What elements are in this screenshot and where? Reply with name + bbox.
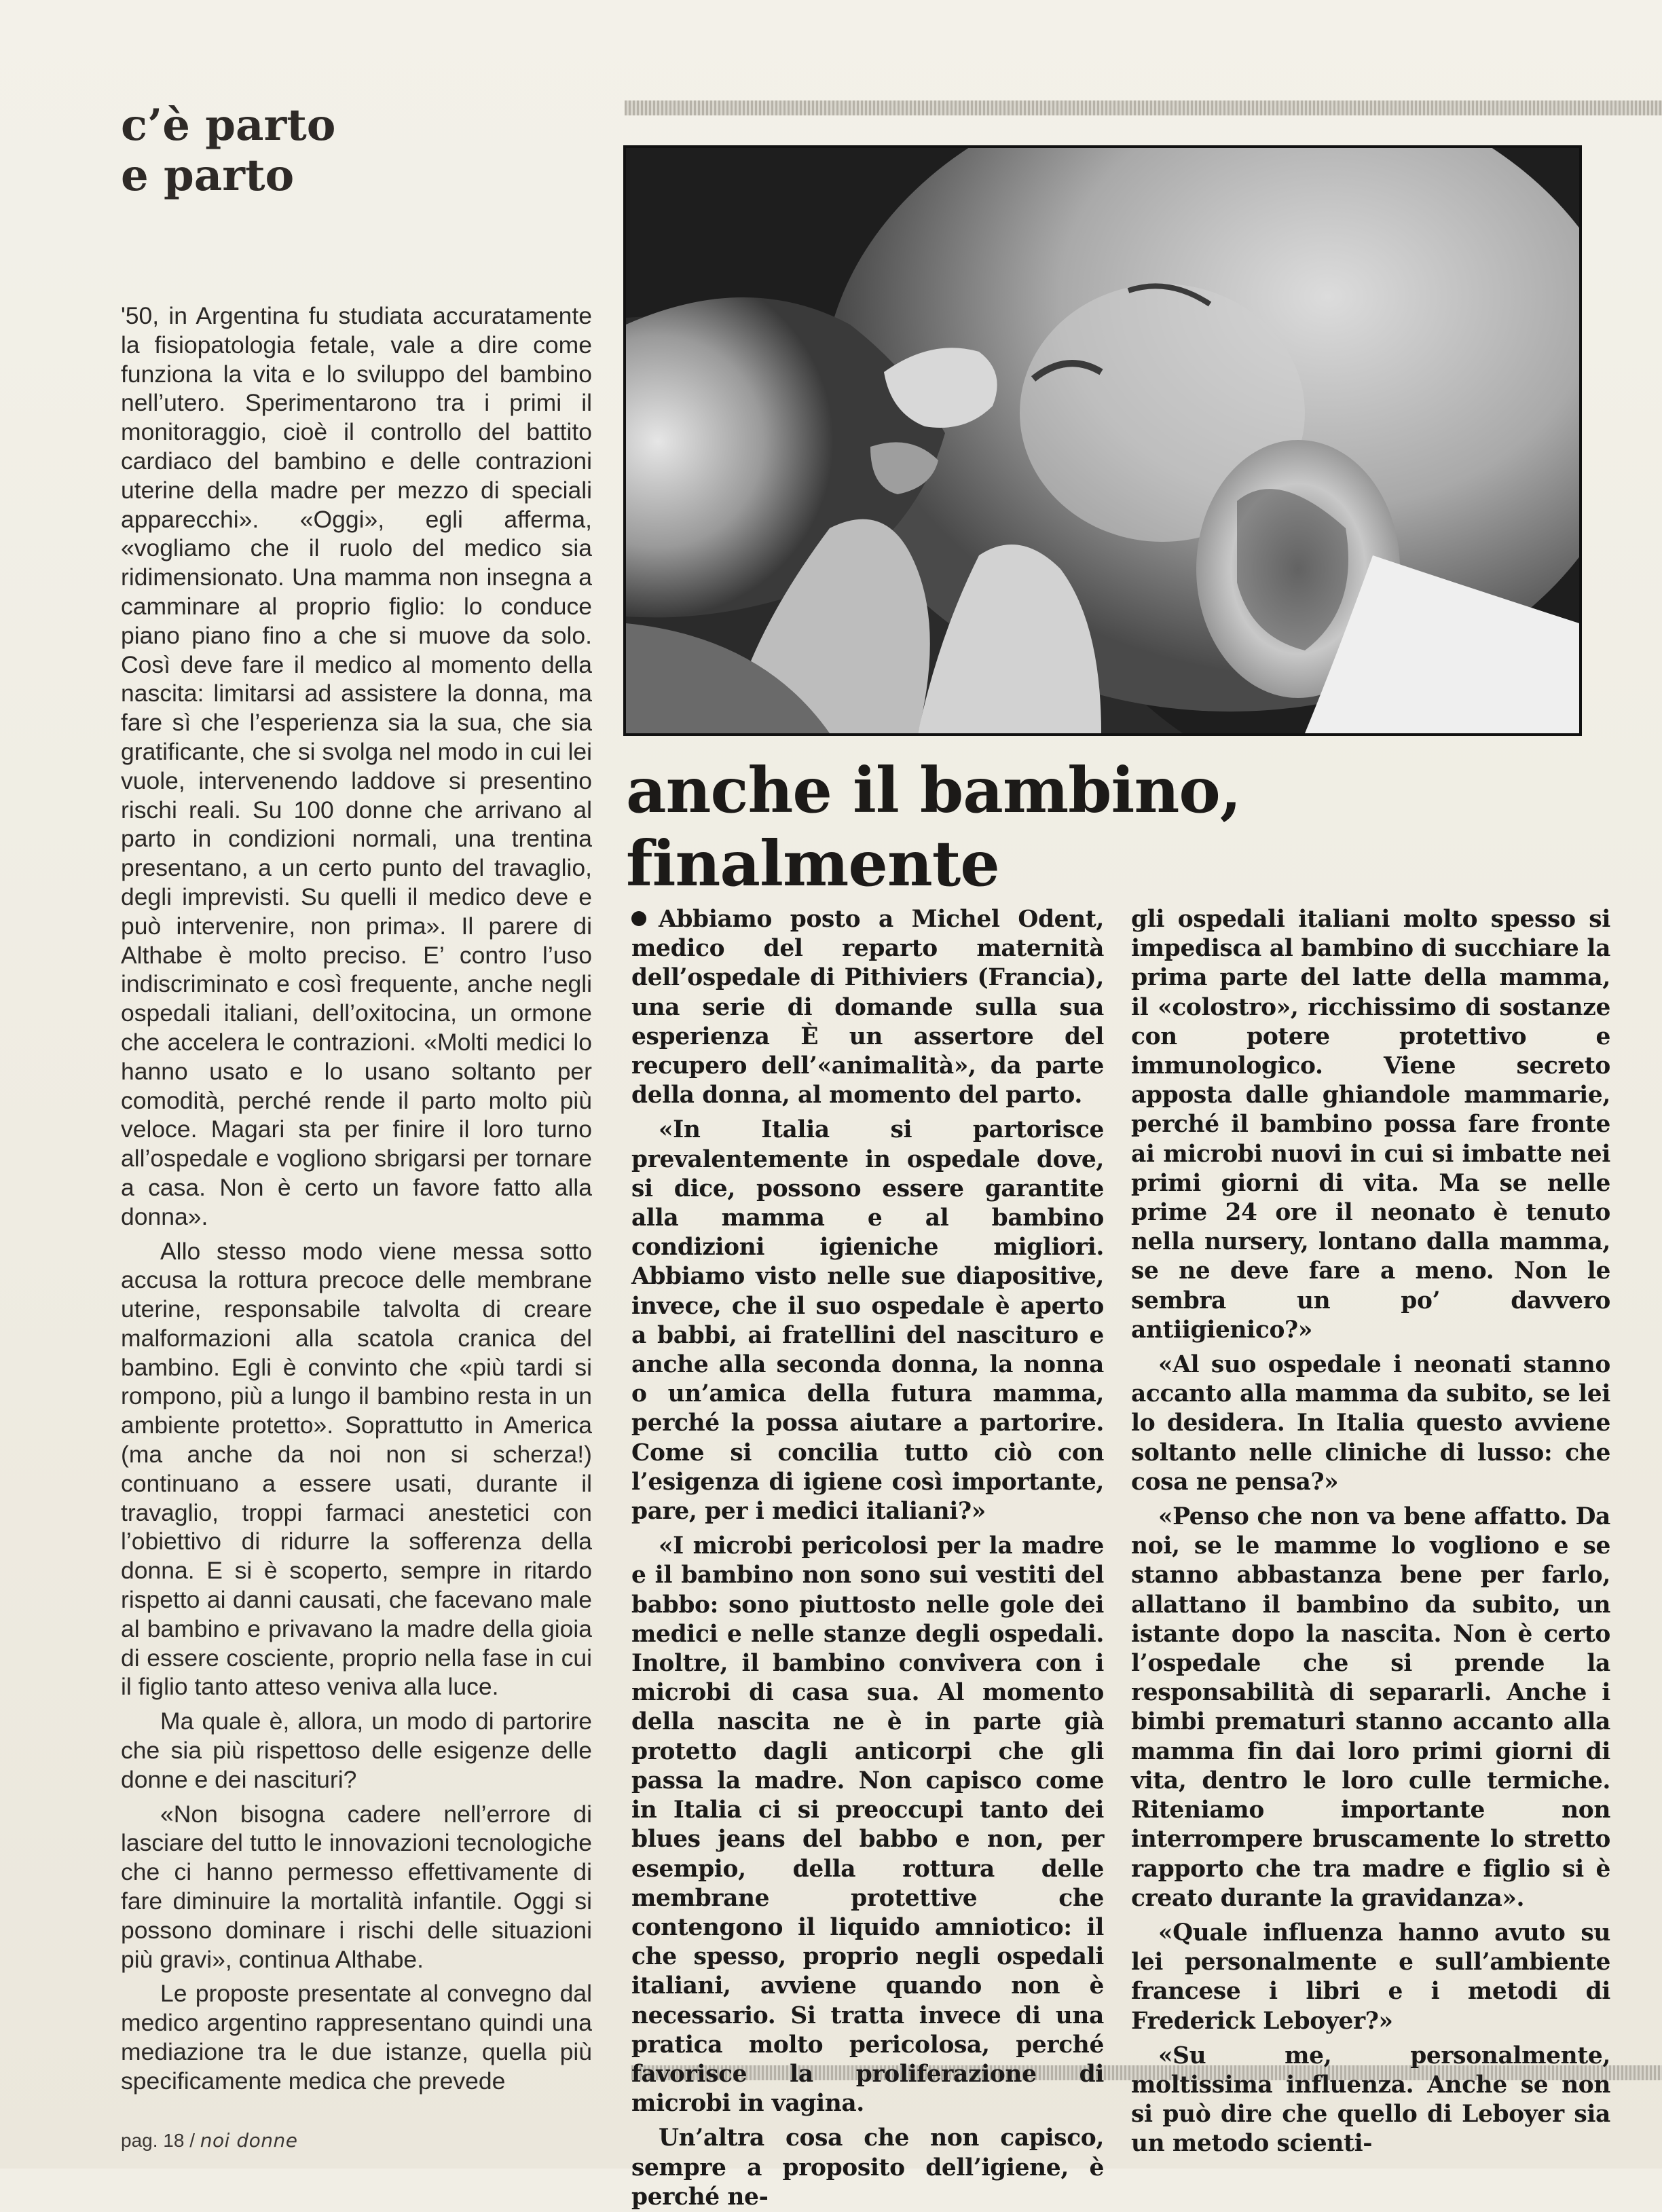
article-title <box>626 754 1241 900</box>
middle-paragraph-1-text: Abbiamo posto a Michel Odent, medico del reparto maternità dell’ospedale di Pithiviers (Francia), una serie di domande sulla sua esperienza È un assertore del recupero dell’«animalità», da parte della donna, al momento del parto. <box>631 906 1104 1109</box>
right-paragraph-4: «Quale influenza hanno avuto su lei personalmente e sull’ambiente francese i libri e i metodi di Frederick Leboyer?» <box>1131 1919 1610 2035</box>
right-paragraph-3: «Penso che non va bene affatto. Da noi, se le mamme lo vogliono e se stanno abbastanza bene per farlo, allattano il bambino da subito, un istante dopo la nascita. Non è certo l’ospedale che si prende la responsabilità di separarli. Anche i bimbi prematuri stanno accanto alla mamma fin dai loro primi giorni di vita, dentro le loro culle termiche. Riteniamo importante non interrompere bruscamente lo stretto rapporto che tra madre e figlio si è creato durante la gravidanza». <box>1131 1503 1610 1912</box>
middle-paragraph-1 <box>631 905 1104 1110</box>
article-title-line-2: finalmente <box>626 827 999 900</box>
baby-nursing-photo <box>626 148 1579 733</box>
left-paragraph-5: Le proposte presentate al convegno dal medico argentino rappresentano quindi una mediazione tra le due istanze, quella più specificamente medica che prevede <box>121 1980 592 2095</box>
middle-paragraph-3: «I microbi pericolosi per la madre e il bambino non sono sui vestiti del babbo: sono piuttosto nelle gole dei medici e nelle stanze degli ospedali. Inoltre, il bambino convivera con i microbi di casa sua. Al momento della nascita ne è in parte già protetto dagli anticorpi che gli passa la madre. Non capisco come in Italia ci si preoccupi tanto dei blues jeans del babbo e non, per esempio, della rottura delle membrane protettive che contengono il liquido amniotico: il che spesso, proprio negli ospedali italiani, avviene quando non è necessario. Si tratta invece di una pratica molto pericolosa, perché favorisce la proliferazione di microbi in vagina. <box>631 1532 1104 2118</box>
section-title-line-1: c’è parto <box>121 100 336 151</box>
left-paragraph-1: '50, in Argentina fu studiata accuratamente la fisiopatologia fetale, vale a dire come funziona la vita e lo sviluppo del bambino nell’utero. Sperimentarono tra i primi il monitoraggio, cioè il controllo del battito cardiaco del bambino e delle contrazioni uterine della madre per mezzo di speciali apparecchi». «Oggi», egli afferma, «vogliamo che il ruolo del medico sia ridimensionato. Una mamma non insegna a camminare al proprio figlio: lo conduce piano piano fino a che si muove da solo. Così deve fare il medico al momento della nascita: limitarsi ad assistere la donna, ma fare sì che l’esperienza sia la sua, che sia gratificante, che si svolga nel modo in cui lei vuole, intervenendo laddove si presentino rischi reali. Su 100 donne che arrivano al parto in condizioni normali, una trentina presentano, a un certo punto del travaglio, degli imprevisti. Su quelli il medico deve e può intervenire, non prima». Il parere di Althabe è molto preciso. E’ contro l’uso indiscriminato e così frequente, anche negli ospedali italiani, dell’oxitocina, un ormone che accelera le contrazioni. «Molti medici lo hanno usato e lo usano soltanto per comodità, perché rende il parto molto più veloce. Magari sta per finire il loro turno all’ospedale e vogliono sbrigarsi per tornare a casa. Non è certo un favore fatto alla donna». <box>121 302 592 1230</box>
section-title-line-2: e parto <box>121 150 295 201</box>
article-photo <box>623 145 1582 736</box>
left-text-column <box>121 301 592 2095</box>
top-decorative-rule <box>625 100 1662 115</box>
left-paragraph-3: Ma quale è, allora, un modo di partorire che sia più rispettoso delle esigenze delle donne e dei nascituri? <box>121 1708 592 1793</box>
left-paragraph-4: «Non bisogna cadere nell’errore di lasciare del tutto le innovazioni tecnologiche che ci hanno permesso effettivamente di fare diminuire la mortalità infantile. Oggi si possono dominare i rischi delle situazioni più gravi», continua Althabe. <box>121 1800 592 1973</box>
right-paragraph-5: «Su me, personalmente, moltissima influenza. Anche se non si può dire che quello di Leboyer sia un metodo scienti- <box>1131 2042 1610 2158</box>
page-number: pag. 18 / <box>121 2130 195 2151</box>
right-paragraph-2: «Al suo ospedale i neonati stanno accanto alla mamma da subito, se lei lo desidera. In Italia questo avviene soltanto nelle cliniche di lusso: che cosa ne pensa?» <box>1131 1351 1610 1496</box>
middle-paragraph-2: «In Italia si partorisce prevalentemente in ospedale dove, si dice, possono essere garantite alla mamma e al bambino condizioni igieniche migliori. Abbiamo visto nelle sue diapositive, invece, che il suo ospedale è aperto a babbi, ai fratellini del nascituro e anche alla seconda donna, la nonna o un’amica della futura mamma, perché la possa aiutare a partorire. Come si concilia tutto ciò con l’esigenza di igiene così importante, pare, per i medici italiani?» <box>631 1116 1104 1526</box>
right-paragraph-1: gli ospedali italiani molto spesso si impedisca al bambino di succhiare la prima parte del latte della mamma, il «colostro», ricchissimo di sostanze con potere protettivo e immunologico. Viene secreto apposta dalle ghiandole mammarie, perché il bambino possa fare fronte ai microbi nuovi in cui si imbatte nei primi giorni di vita. Ma se nelle prime 24 ore il neonato è tenuto nella nursery, lontano dalla mamma, se ne deve fare a meno. Non le sembra un po’ davvero antiigienico?» <box>1131 906 1610 1344</box>
middle-text-column <box>631 905 1104 2211</box>
page-footer <box>121 2129 297 2152</box>
left-paragraph-2: Allo stesso modo viene messa sotto accusa la rottura precoce delle membrane uterine, responsabile talvolta di creare malformazioni alla scatola cranica del bambino. Egli è convinto che «più tardi si rompono, più a lungo il bambino resta in un ambiente protetto». Soprattutto in America (ma anche da noi non si scherza!) continuano a essere usati, durante il travaglio, troppi farmaci anestetici con l’obiettivo di ridurre la sofferenza della donna. E si è scoperto, sempre in ritardo rispetto ai danni causati, che facevano male al bambino e privavano la madre della gioia di essere cosciente, proprio nella fase in cui il figlio tanto atteso veniva alla luce. <box>121 1237 592 1701</box>
article-title-line-1: anche il bambino, <box>626 754 1241 827</box>
section-title <box>121 100 335 201</box>
middle-paragraph-4: Un’altra cosa che non capisco, sempre a proposito dell’igiene, è perché ne- <box>631 2124 1104 2211</box>
bullet-icon <box>631 911 646 926</box>
magazine-name: noi donne <box>200 2129 298 2152</box>
right-text-column <box>1131 905 1610 2158</box>
